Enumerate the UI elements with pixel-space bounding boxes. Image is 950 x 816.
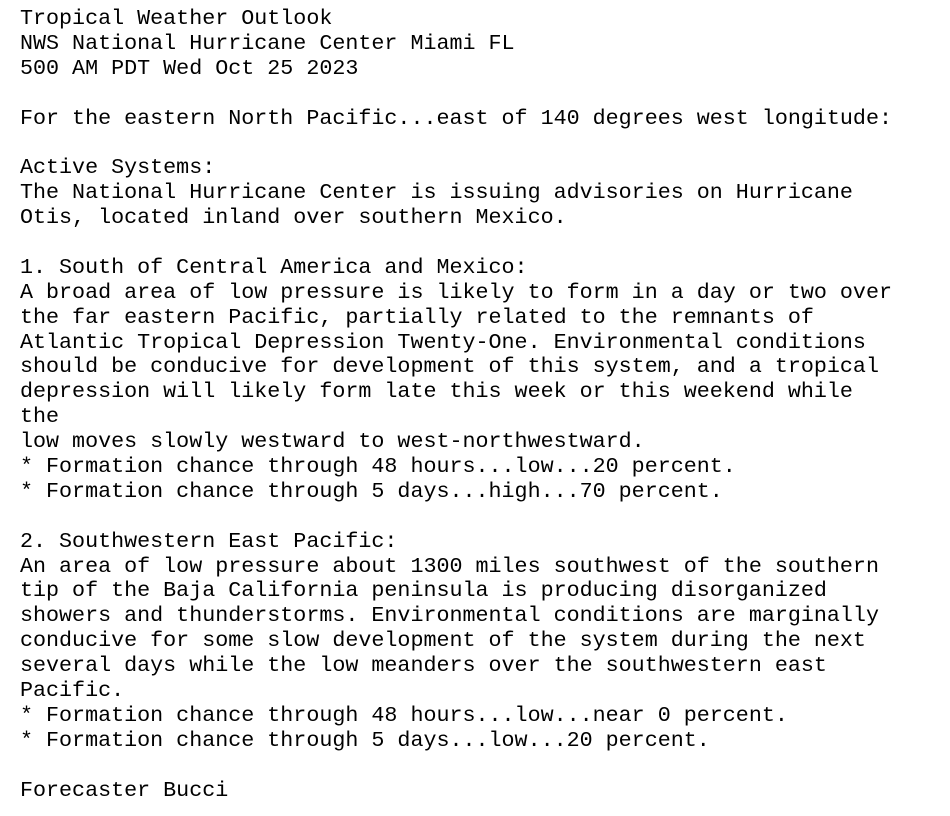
active-systems-heading: Active Systems:: [20, 155, 216, 181]
blank-line: [20, 82, 940, 107]
system-1-text: should be conducive for development of this system, and a tropical: [20, 354, 879, 380]
issuing-office: NWS National Hurricane Center Miami FL: [20, 30, 515, 56]
system-1-text: the: [20, 404, 60, 430]
system-1-heading: 1. South of Central America and Mexico:: [20, 254, 528, 280]
outlook-document: [20, 7, 940, 804]
doc-title: Tropical Weather Outlook: [20, 6, 333, 31]
system-2-chance-48h: * Formation chance through 48 hours...low...near 0 percent.: [20, 702, 788, 728]
system-1-text: low moves slowly westward to west-northwestward.: [20, 429, 645, 455]
system-1-text: Atlantic Tropical Depression Twenty-One. Environmental conditions: [20, 329, 866, 355]
system-2-text: showers and thunderstorms. Environmental conditions are marginally: [20, 603, 879, 629]
system-2-text: several days while the low meanders over the southwestern east: [20, 653, 827, 679]
system-2-text: Pacific.: [20, 678, 125, 704]
system-2-text: tip of the Baja California peninsula is producing disorganized: [20, 578, 827, 604]
issue-time: 500 AM PDT Wed Oct 25 2023: [20, 55, 359, 81]
system-1-text: the far eastern Pacific, partially related to the remnants of: [20, 304, 814, 330]
system-2-heading: 2. Southwestern East Pacific:: [20, 528, 398, 554]
blank-line: [20, 505, 940, 530]
system-1-chance-5d: * Formation chance through 5 days...high...70 percent.: [20, 478, 723, 504]
blank-line: [20, 754, 940, 779]
system-2-chance-5d: * Formation chance through 5 days...low...20 percent.: [20, 727, 710, 753]
system-2-text: An area of low pressure about 1300 miles southwest of the southern: [20, 553, 879, 579]
active-systems-text: The National Hurricane Center is issuing advisories on Hurricane: [20, 180, 853, 206]
system-1-text: depression will likely form late this week or this weekend while: [20, 379, 853, 405]
blank-line: [20, 231, 940, 256]
system-1-text: A broad area of low pressure is likely to form in a day or two over: [20, 279, 892, 305]
region-scope: For the eastern North Pacific...east of 140 degrees west longitude:: [20, 105, 892, 131]
system-2-text: conducive for some slow development of the system during the next: [20, 628, 866, 654]
active-systems-text: Otis, located inland over southern Mexico.: [20, 205, 567, 231]
blank-line: [20, 131, 940, 156]
system-1-chance-48h: * Formation chance through 48 hours...low...20 percent.: [20, 454, 736, 480]
forecaster-signature: Forecaster Bucci: [20, 777, 229, 803]
